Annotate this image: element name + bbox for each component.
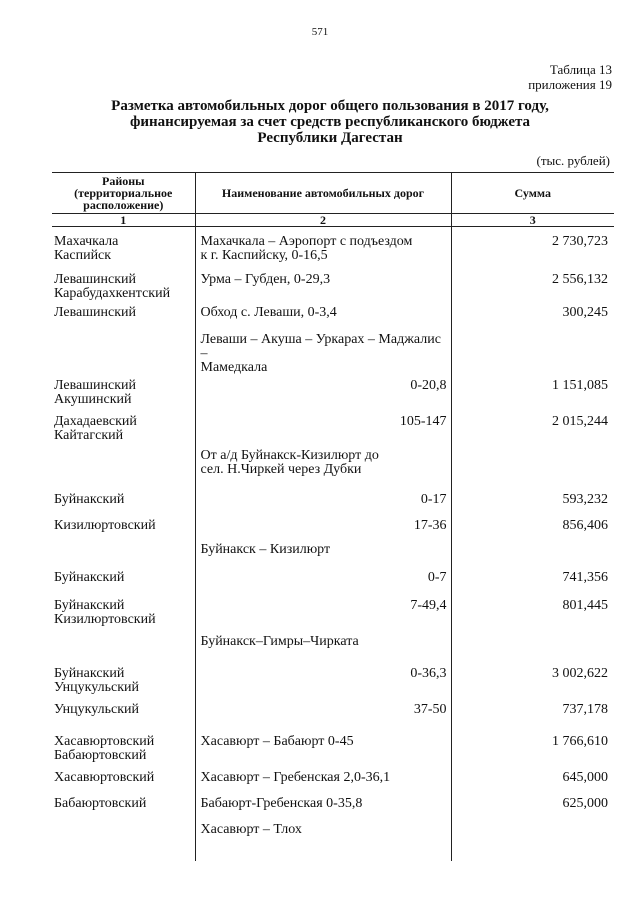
sum-cell <box>451 795 614 821</box>
district-cell-text: Буйнакский Кизилюртовский <box>54 597 156 627</box>
district-cell <box>52 661 195 701</box>
table-row <box>52 769 614 795</box>
sum-cell-text: 625,000 <box>562 795 608 811</box>
sum-cell <box>451 449 614 491</box>
road-name-cell <box>195 729 451 769</box>
district-cell <box>52 333 195 375</box>
road-name-cell <box>195 543 451 569</box>
sum-cell-text: 300,245 <box>562 304 608 320</box>
table-header-row <box>52 173 614 214</box>
road-name-cell <box>195 661 451 701</box>
sum-cell-text: 3 002,622 <box>552 665 608 681</box>
road-name-cell <box>195 595 451 635</box>
district-cell <box>52 375 195 411</box>
district-cell <box>52 449 195 491</box>
table-row <box>52 795 614 821</box>
district-cell <box>52 701 195 729</box>
table-row <box>52 635 614 661</box>
road-name-cell-text: Бабаюрт-Гребенская 0-35,8 <box>200 795 363 811</box>
road-name-cell-text: 37-50 <box>413 701 447 717</box>
district-cell-text: Левашинский Карабудахкентский <box>54 271 171 301</box>
table-row <box>52 543 614 569</box>
table-row <box>52 661 614 701</box>
district-cell <box>52 635 195 661</box>
table-row <box>52 333 614 375</box>
title-line3: Республики Дагестан <box>257 130 403 146</box>
district-cell <box>52 569 195 595</box>
table-row <box>52 729 614 769</box>
road-name-cell-text: 7-49,4 <box>410 597 447 613</box>
sum-cell <box>451 635 614 661</box>
sum-cell <box>451 517 614 543</box>
road-name-cell-text: Буйнакск–Гимры–Чирката <box>200 633 359 649</box>
sum-cell <box>451 821 614 861</box>
road-name-cell <box>195 227 451 267</box>
title-line2: финансируемая за счет средств республиканского бюджета <box>129 114 531 130</box>
table-ref-line1: Таблица 13 <box>549 62 612 77</box>
document-title <box>60 98 600 146</box>
district-cell <box>52 821 195 861</box>
road-name-cell-text: 0-7 <box>427 569 447 585</box>
road-name-cell <box>195 305 451 333</box>
district-cell <box>52 227 195 267</box>
road-name-cell-text: От а/д Буйнакск-Кизилюрт до сел. Н.Чиркей через Дубки <box>200 447 379 477</box>
table-reference <box>528 62 612 92</box>
table-row <box>52 305 614 333</box>
sum-cell <box>451 375 614 411</box>
district-cell-text: Дахадаевский Кайтагский <box>54 413 137 443</box>
road-name-cell <box>195 769 451 795</box>
district-cell <box>52 517 195 543</box>
table-row <box>52 595 614 635</box>
district-cell-text: Буйнакский Унцукульский <box>54 665 140 695</box>
sum-cell <box>451 769 614 795</box>
district-cell <box>52 267 195 305</box>
table-row <box>52 569 614 595</box>
district-cell-text: Кизилюртовский <box>54 517 156 533</box>
district-cell-text: Бабаюртовский <box>54 795 147 811</box>
header-districts: Районы (территориальное расположение) <box>52 173 195 214</box>
table-row <box>52 821 614 861</box>
sum-cell <box>451 595 614 635</box>
road-name-cell-text: 0-17 <box>420 491 447 507</box>
sum-cell <box>451 227 614 267</box>
road-name-cell <box>195 701 451 729</box>
district-cell-text: Буйнакский <box>54 569 125 585</box>
district-cell <box>52 491 195 517</box>
column-number: 3 <box>451 214 614 227</box>
sum-cell <box>451 543 614 569</box>
table-row <box>52 227 614 267</box>
sum-cell-text: 801,445 <box>562 597 608 613</box>
district-cell <box>52 729 195 769</box>
road-name-cell-text: 0-20,8 <box>410 377 447 393</box>
sum-cell <box>451 411 614 449</box>
sum-cell <box>451 267 614 305</box>
district-cell-text: Левашинский Акушинский <box>54 377 137 407</box>
district-cell-text: Левашинский <box>54 304 137 320</box>
district-cell <box>52 411 195 449</box>
table-row <box>52 267 614 305</box>
district-cell-text: Буйнакский <box>54 491 125 507</box>
sum-cell-text: 645,000 <box>562 769 608 785</box>
road-name-cell <box>195 795 451 821</box>
road-name-cell-text: 0-36,3 <box>410 665 447 681</box>
road-name-cell <box>195 411 451 449</box>
table-row <box>52 449 614 491</box>
table-row <box>52 517 614 543</box>
units-label: (тыс. рублей) <box>536 153 610 168</box>
road-name-cell <box>195 449 451 491</box>
road-name-cell-text: Хасавюрт – Тлох <box>200 821 302 837</box>
sum-cell <box>451 701 614 729</box>
district-cell <box>52 305 195 333</box>
sum-cell-text: 2 015,244 <box>552 413 608 429</box>
sum-cell-text: 1 151,085 <box>552 377 608 393</box>
sum-cell-text: 2 556,132 <box>552 271 608 287</box>
sum-cell <box>451 305 614 333</box>
column-number-row <box>52 214 614 227</box>
district-cell-text: Махачкала Каспийск <box>54 234 119 263</box>
road-name-cell-text: Хасавюрт – Гребенская 2,0-36,1 <box>200 769 391 785</box>
road-name-cell <box>195 333 451 375</box>
road-name-cell-text: Хасавюрт – Бабаюрт 0-45 <box>200 733 354 749</box>
district-cell <box>52 795 195 821</box>
road-name-cell-text: Буйнакск – Кизилюрт <box>200 541 331 557</box>
road-name-cell-text: Обход с. Леваши, 0-3,4 <box>200 304 337 320</box>
sum-cell-text: 741,356 <box>562 569 608 585</box>
header-road-name: Наименование автомобильных дорог <box>195 173 451 214</box>
road-name-cell-text: Махачкала – Аэропорт с подъездом к г. Каспийску, 0-16,5 <box>200 234 413 263</box>
table-row <box>52 375 614 411</box>
page-number: 571 <box>311 26 329 38</box>
table-row <box>52 491 614 517</box>
sum-cell <box>451 491 614 517</box>
road-name-cell <box>195 517 451 543</box>
district-cell-text: Унцукульский <box>54 701 140 717</box>
road-name-cell <box>195 267 451 305</box>
table-ref-line2: приложения 19 <box>528 77 612 92</box>
road-name-cell <box>195 375 451 411</box>
sum-cell <box>451 729 614 769</box>
table-row <box>52 701 614 729</box>
sum-cell-text: 593,232 <box>562 491 608 507</box>
sum-cell-text: 856,406 <box>562 517 608 533</box>
district-cell <box>52 769 195 795</box>
road-name-cell-text: Урма – Губден, 0-29,3 <box>200 271 331 287</box>
sum-cell-text <box>452 821 609 823</box>
district-cell-text <box>54 821 195 823</box>
road-name-cell <box>195 821 451 861</box>
title-line1: Разметка автомобильных дорог общего пользования в 2017 году, <box>111 98 549 114</box>
column-number: 1 <box>52 214 195 227</box>
road-name-cell <box>195 635 451 661</box>
district-cell <box>52 595 195 635</box>
sum-cell-text: 737,178 <box>562 701 608 717</box>
road-name-cell-text: 17-36 <box>413 517 447 533</box>
district-cell-text: Хасавюртовский Бабаюртовский <box>54 733 155 763</box>
sum-cell <box>451 333 614 375</box>
roads-table <box>52 172 614 861</box>
header-sum: Сумма <box>451 173 614 214</box>
district-cell-text: Хасавюртовский <box>54 769 155 785</box>
road-name-cell <box>195 569 451 595</box>
table-row <box>52 411 614 449</box>
sum-cell <box>451 661 614 701</box>
road-name-cell-text: 105-147 <box>399 413 447 429</box>
sum-cell <box>451 569 614 595</box>
column-number: 2 <box>195 214 451 227</box>
road-name-cell <box>195 491 451 517</box>
district-cell <box>52 543 195 569</box>
sum-cell-text: 2 730,723 <box>552 234 608 249</box>
road-name-cell-text: Леваши – Акуша – Уркарах – Маджалис – Мамедкала <box>200 331 441 375</box>
sum-cell-text: 1 766,610 <box>552 733 608 749</box>
